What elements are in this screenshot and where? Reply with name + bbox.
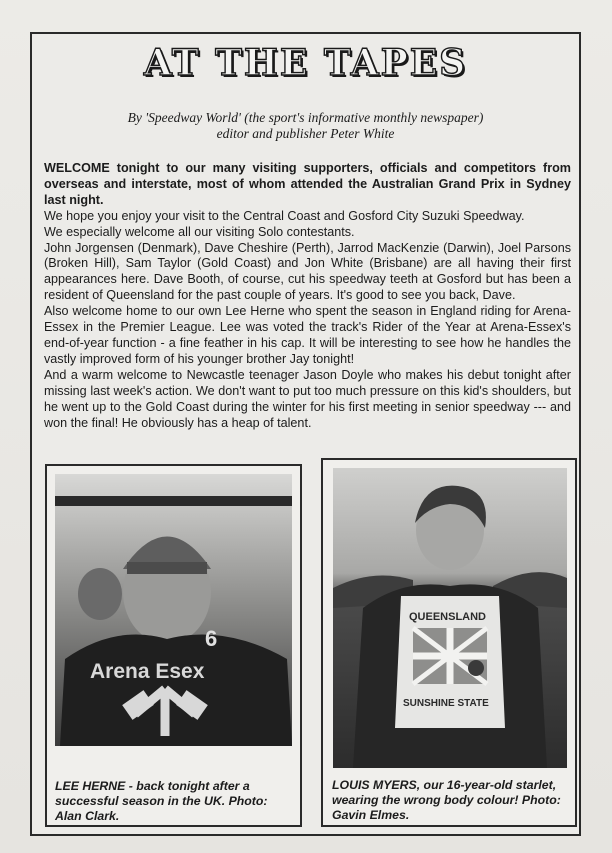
photo-caption-louis-myers: LOUIS MYERS, our 16-year-old starlet, wearing the wrong body colour! Photo: Gavin Elmes. [332,778,561,822]
paragraph: John Jorgensen (Denmark), Dave Cheshire (Perth), Jarrod MacKenzie (Darwin), Joel Parsons (Broken Hill), Sam Taylor (Gold Coast) and Jon White (Brisbane) are all having their first appearances here. Dave Booth, of course, cut his speedway teeth at Gosford but has been a resident of Queensland for the past couple of years. It's good to see you back, Dave. [44,240,571,303]
lead-paragraph: WELCOME tonight to our many visiting supporters, officials and competitors from overseas and interstate, most of whom attended the Australian Grand Prix in Sydney last night. [44,161,571,207]
bib-text-bottom: SUNSHINE STATE [403,698,489,709]
photo-caption-lee-herne: LEE HERNE - back tonight after a successful season in the UK. Photo: Alan Clark. [55,779,268,823]
photo-lee-herne [55,474,292,746]
article-frame [30,32,581,836]
bib-text-top: QUEENSLAND [409,611,487,623]
photo-box-louis-myers [321,458,577,827]
article-heading: AT THE TAPES [143,42,468,84]
byline-line-2: editor and publisher Peter White [216,126,395,141]
paragraph: We hope you enjoy your visit to the Central Coast and Gosford City Suzuki Speedway. [44,208,525,223]
paragraph: We especially welcome all our visiting Solo contestants. [44,224,355,239]
jersey-number: 6 [205,626,218,651]
rider-photo-illustration [55,474,292,746]
article-body [44,161,571,431]
byline [32,110,579,142]
byline-line-1: By 'Speedway World' (the sport's informative monthly newspaper) [127,110,484,125]
paragraph: And a warm welcome to Newcastle teenager Jason Doyle who makes his debut tonight after missing last week's action. We don't want to put too much pressure on this kid's shoulders, but he went up to the Gold Coast during the winter for his first meeting in senior speedway --- and won the final! He obviously has a heap of talent. [44,367,571,430]
jersey-text: Arena Esex [90,660,205,683]
photo-louis-myers [333,468,567,768]
paragraph: Also welcome home to our own Lee Herne who spent the season in England riding for Arena-Essex in the Premier League. Lee was voted the track's Rider of the Year at Arena-Essex's end-of-year function - a fine feather in his cap. It will be interesting to see how he handles the vastly improved form of his younger brother Jay tonight! [44,304,571,366]
photo-box-lee-herne [45,464,302,827]
rider-photo-illustration [333,468,567,768]
